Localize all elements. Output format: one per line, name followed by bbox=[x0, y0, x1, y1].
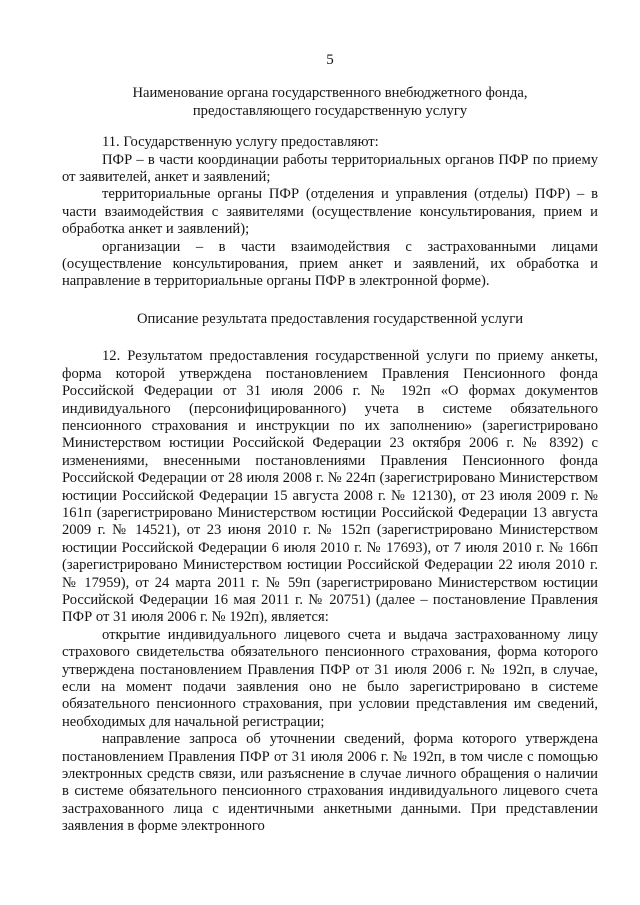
section-12 bbox=[62, 348, 598, 835]
page-number: 5 bbox=[326, 52, 334, 68]
heading-fund-name-line2: предоставляющего государственную услугу bbox=[192, 102, 468, 119]
section-11-item-organizations: организации – в части взаимодействия с застрахованными лицами (осуществление консультирования, прием анкет и заявлений, их обработка и направление в территориальные органы ПФР в электронной форме). bbox=[62, 238, 598, 290]
section-12-main: 12. Результатом предоставления государственной услуги по приему анкеты, форма которой утверждена постановлением Правления Пенсионного фонда Российской Федерации от 31 июля 2006 г. № 192п «О формах документов индивидуального (персонифицированного) учета в системе обязательного пенсионного страхования и инструкции по их заполнению» (зарегистрировано Министерством юстиции Российской Федерации 23 октября 2006 г. № 8392) с изменениями, внесенными постановлениями Правления Пенсионного фонда Российской Федерации от 28 июля 2008 г. № 224п (зарегистрировано Министерством юстиции Российской Федерации 15 августа 2008 г. № 12130), от 23 июля 2009 г. № 161п (зарегистрировано Министерством юстиции Российской Федерации 13 августа 2009 г. № 14521), от 23 июня 2010 г. № 152п (зарегистрировано Министерством юстиции Российской Федерации 6 июля 2010 г. № 17693), от 7 июля 2010 г. № 166п (зарегистрировано Министерством юстиции Российской Федерации 22 июля 2010 г. № 17959), от 24 марта 2011 г. № 59п (зарегистрировано Министерством юстиции Российской Федерации 16 мая 2011 г. № 20751) (далее – постановление Правления ПФР от 31 июля 2006 г. № 192п), является: bbox=[62, 348, 598, 626]
heading-fund-name bbox=[62, 85, 598, 120]
heading-fund-name-line1: Наименование органа государственного внебюджетного фонда, bbox=[132, 85, 528, 102]
section-12-item-account-opening: открытие индивидуального лицевого счета и выдача застрахованному лицу страхового свидетельства обязательного пенсионного страхования, форма которого утверждена постановлением Правления ПФР от 31 июля 2006 г. № 192п, в случае, если на момент подачи заявления оно не было зарегистрировано в системе обязательного пенсионного страхования, при условии представления им сведений, необходимых для начальной регистрации; bbox=[62, 626, 598, 730]
heading-result-description: Описание результата предоставления государственной услуги bbox=[136, 310, 524, 327]
section-11-item-territorial: территориальные органы ПФР (отделения и управления (отделы) ПФР) – в части взаимодействия с заявителями (осуществление консультирования, прием и обработка анкет и заявлений); bbox=[62, 186, 598, 238]
section-11-lead: 11. Государственную услугу предоставляют: bbox=[102, 134, 379, 151]
section-11-item-pfr: ПФР – в части координации работы территориальных органов ПФР по приему от заявителей, анкет и заявлений; bbox=[62, 151, 598, 186]
document-page bbox=[62, 52, 598, 836]
section-11 bbox=[62, 134, 598, 291]
section-12-item-request: направление запроса об уточнении сведений, форма которого утверждена постановлением Правления ПФР от 31 июля 2006 г. № 192п, в том числе с помощью электронных средств связи, или разъяснение в случае личного обращения о наличии в системе обязательного пенсионного страхования индивидуального лицевого счета застрахованного лица с идентичными анкетными данными. При представлении заявления в форме электронного bbox=[62, 731, 598, 835]
